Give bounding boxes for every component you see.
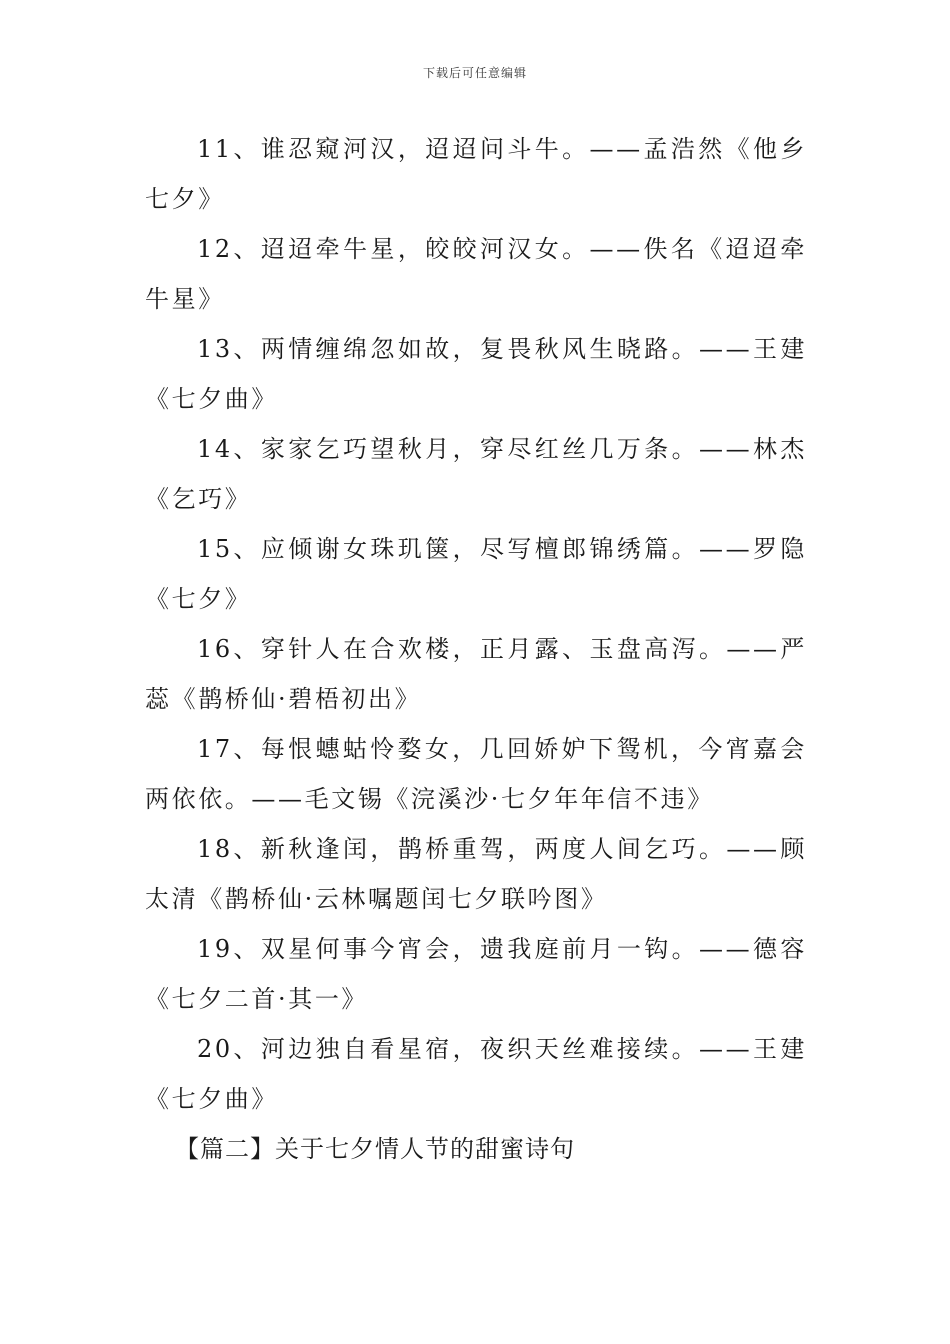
poem-entry-17: 17、每恨蟪蛄怜婺女，几回娇妒下鸳机，今宵嘉会两依依。——毛文锡《浣溪沙·七夕年年信不违》: [145, 735, 807, 813]
poem-entry-16: 16、穿针人在合欢楼，正月露、玉盘高泻。——严蕊《鹊桥仙·碧梧初出》: [145, 635, 807, 713]
poem-entry-20: 20、河边独自看星宿，夜织天丝难接续。——王建《七夕曲》: [145, 1035, 807, 1113]
poem-entry-18: 18、新秋逢闰，鹊桥重驾，两度人间乞巧。——顾太清《鹊桥仙·云林嘱题闰七夕联吟图》: [145, 835, 807, 913]
poem-entry-14: 14、家家乞巧望秋月，穿尽红丝几万条。——林杰《乞巧》: [145, 435, 807, 513]
page-header: 下载后可任意编辑: [422, 66, 527, 80]
poem-entry-13: 13、两情缠绵忽如故，复畏秋风生晓路。——王建《七夕曲》: [145, 335, 807, 413]
section-heading: 【篇二】关于七夕情人节的甜蜜诗句: [175, 1135, 575, 1163]
poem-entry-11: 11、谁忍窥河汉，迢迢问斗牛。——孟浩然《他乡七夕》: [145, 135, 807, 213]
poem-entry-12: 12、迢迢牵牛星，皎皎河汉女。——佚名《迢迢牵牛星》: [145, 235, 807, 313]
poem-entry-19: 19、双星何事今宵会，遗我庭前月一钩。——德容《七夕二首·其一》: [145, 935, 807, 1013]
document-body: [145, 124, 807, 1174]
poem-entry-15: 15、应倾谢女珠玑箧，尽写檀郎锦绣篇。——罗隐《七夕》: [145, 535, 807, 613]
